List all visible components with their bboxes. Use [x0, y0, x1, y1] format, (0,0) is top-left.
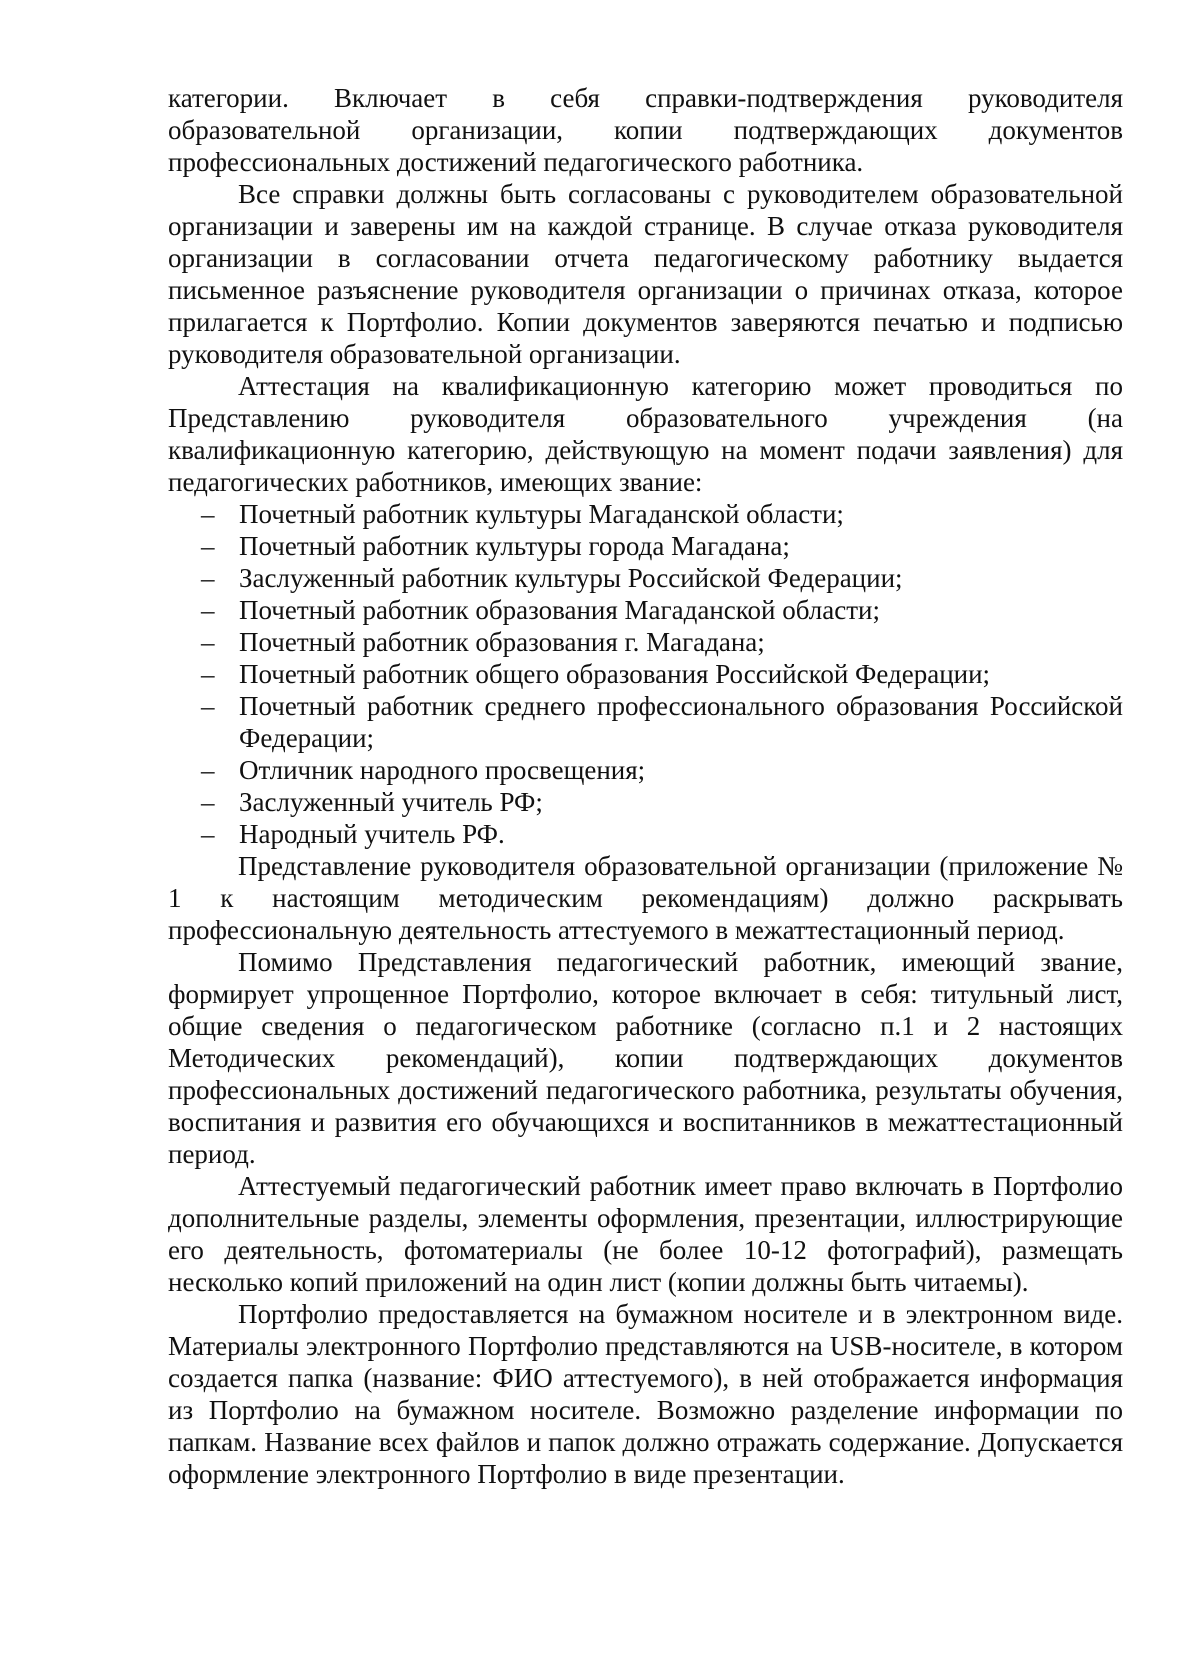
list-item [168, 498, 1123, 530]
list-item [168, 626, 1123, 658]
paragraph-electronic-portfolio: Портфолио предоставляется на бумажном носителе и в электронном виде. Материалы электронного Портфолио представляются на USB-носителе, в котором создается папка (название: ФИО аттестуемого), в ней отображается информация из Портфолио на бумажном носителе. Возможно разделение информации по папкам. Название всех файлов и папок должно отражать содержание. Допускается оформление электронного Портфолио в виде презентации. [168, 1299, 1123, 1489]
list-item-text: Почетный работник культуры Магаданской области; [239, 499, 844, 529]
list-item-text: Почетный работник образования Магаданской области; [239, 595, 880, 625]
list-dash: – [201, 691, 215, 721]
list-item-text: Заслуженный учитель РФ; [239, 787, 543, 817]
paragraph-categories-continued: категории. Включает в себя справки-подтверждения руководителя образовательной организации, копии подтверждающих документов профессиональных достижений педагогического работника. [168, 83, 1123, 177]
paragraph-certificates: Все справки должны быть согласованы с руководителем образовательной организации и заверены им на каждой странице. В случае отказа руководителя организации в согласовании отчета педагогическому работнику выдается письменное разъяснение руководителя организации о причинах отказа, которое прилагается к Портфолио. Копии документов заверяются печатью и подписью руководителя образовательной организации. [168, 179, 1123, 369]
honorary-titles-list [168, 498, 1123, 850]
list-item [168, 754, 1123, 786]
list-item [168, 786, 1123, 818]
list-item-text: Почетный работник образования г. Магадана; [239, 627, 765, 657]
paragraph-simplified-portfolio: Помимо Представления педагогический работник, имеющий звание, формирует упрощенное Портфолио, которое включает в себя: титульный лист, общие сведения о педагогическом работнике (согласно п.1 и 2 настоящих Методических рекомендаций), копии подтверждающих документов профессиональных достижений педагогического работника, результаты обучения, воспитания и развития его обучающихся и воспитанников в межаттестационный период. [168, 947, 1123, 1169]
list-item-text: Почетный работник общего образования Российской Федерации; [239, 659, 991, 689]
list-item [168, 594, 1123, 626]
list-item-text: Народный учитель РФ. [239, 819, 505, 849]
list-dash: – [201, 755, 215, 785]
list-item [168, 658, 1123, 690]
list-dash: – [201, 819, 215, 849]
paragraph-additional-sections: Аттестуемый педагогический работник имеет право включать в Портфолио дополнительные разделы, элементы оформления, презентации, иллюстрирующие его деятельность, фотоматериалы (не более 10-12 фотографий), размещать несколько копий приложений на один лист (копии должны быть читаемы). [168, 1171, 1123, 1297]
list-item-text: Заслуженный работник культуры Российской Федерации; [239, 563, 903, 593]
list-item [168, 530, 1123, 562]
paragraph-representation-content: Представление руководителя образовательной организации (приложение № 1 к настоящим методическим рекомендациям) должно раскрывать профессиональную деятельность аттестуемого в межаттестационный период. [168, 851, 1123, 945]
list-dash: – [201, 595, 215, 625]
list-dash: – [201, 627, 215, 657]
list-dash: – [201, 531, 215, 561]
document-body [168, 82, 1123, 1490]
list-item [168, 690, 1123, 754]
list-item [168, 818, 1123, 850]
list-dash: – [201, 659, 215, 689]
list-item [168, 562, 1123, 594]
list-item-text: Почетный работник культуры города Магадана; [239, 531, 790, 561]
list-dash: – [201, 499, 215, 529]
list-dash: – [201, 787, 215, 817]
paragraph-attestation-by-representation: Аттестация на квалификационную категорию может проводиться по Представлению руководителя образовательного учреждения (на квалификационную категорию, действующую на момент подачи заявления) для педагогических работников, имеющих звание: [168, 371, 1123, 497]
list-dash: – [201, 563, 215, 593]
list-item-text: Почетный работник среднего профессионального образования Российской Федерации; [239, 691, 1123, 753]
list-item-text: Отличник народного просвещения; [239, 755, 646, 785]
